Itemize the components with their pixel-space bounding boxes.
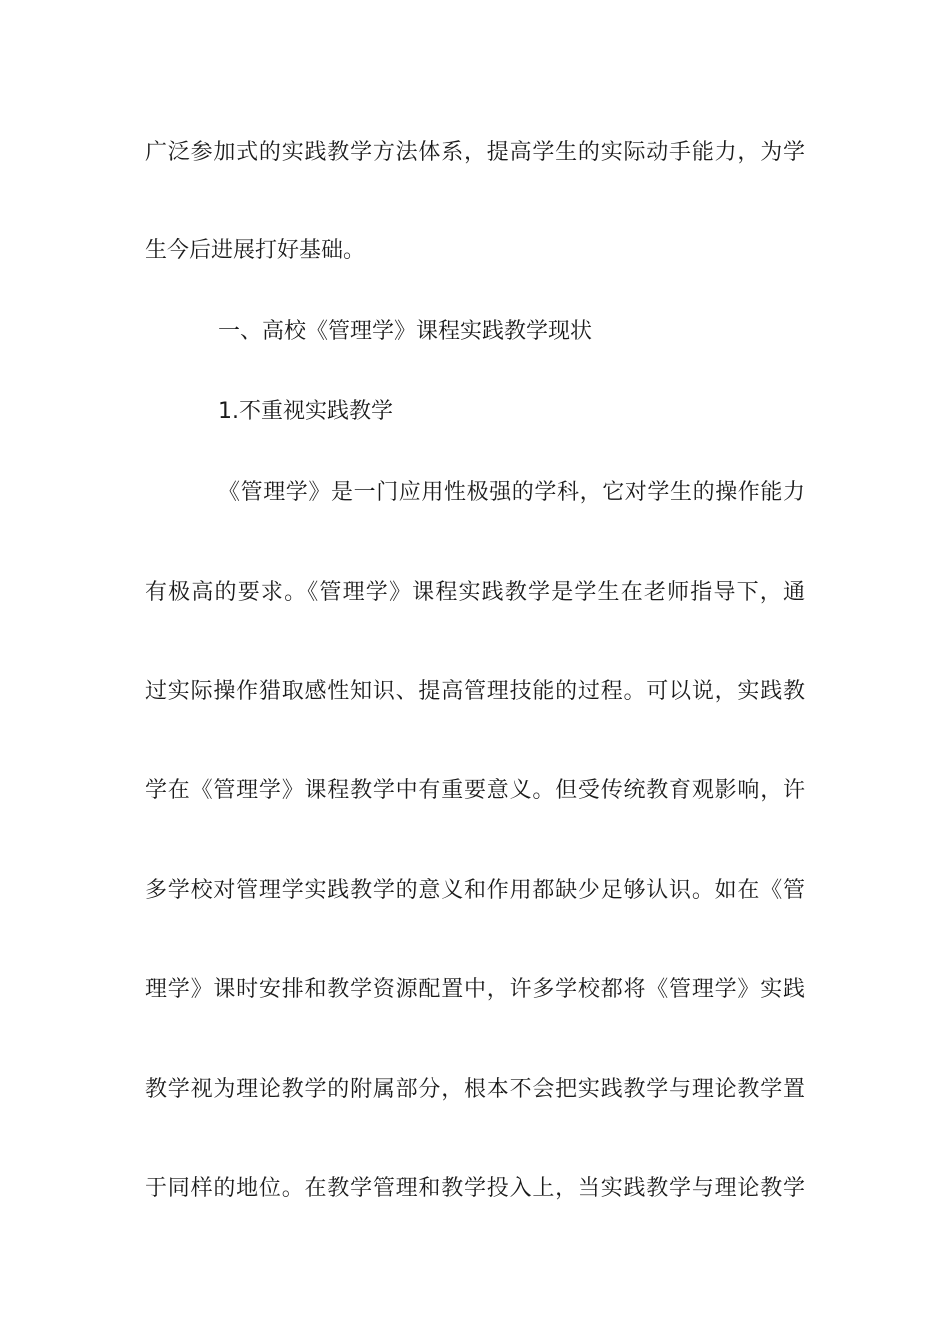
paragraph-line-3: 过实际操作猎取感性知识、提高管理技能的过程。可以说，实践教: [145, 679, 805, 704]
paragraph-line-2: 有极高的要求。《管理学》课程实践教学是学生在老师指导下，通: [145, 580, 805, 605]
paragraph-line-6: 理学》课时安排和教学资源配置中，许多学校都将《管理学》实践: [145, 977, 805, 1002]
section-heading: 一、高校《管理学》课程实践教学现状: [218, 319, 593, 344]
paragraph-line-8: 于同样的地位。在教学管理和教学投入上，当实践教学与理论教学: [145, 1176, 805, 1201]
subsection-heading: 1.不重视实践教学: [218, 399, 393, 424]
continuation-line-2: 生今后进展打好基础。: [145, 238, 366, 263]
paragraph-line-1: 《管理学》是一门应用性极强的学科，它对学生的操作能力: [218, 480, 805, 505]
paragraph-line-5: 多学校对管理学实践教学的意义和作用都缺少足够认识。如在《管: [145, 878, 805, 903]
continuation-line-1: 广泛参加式的实践教学方法体系，提高学生的实际动手能力，为学: [145, 140, 805, 165]
paragraph-line-7: 教学视为理论教学的附属部分，根本不会把实践教学与理论教学置: [145, 1077, 805, 1102]
paragraph-line-4: 学在《管理学》课程教学中有重要意义。但受传统教育观影响，许: [145, 778, 805, 803]
